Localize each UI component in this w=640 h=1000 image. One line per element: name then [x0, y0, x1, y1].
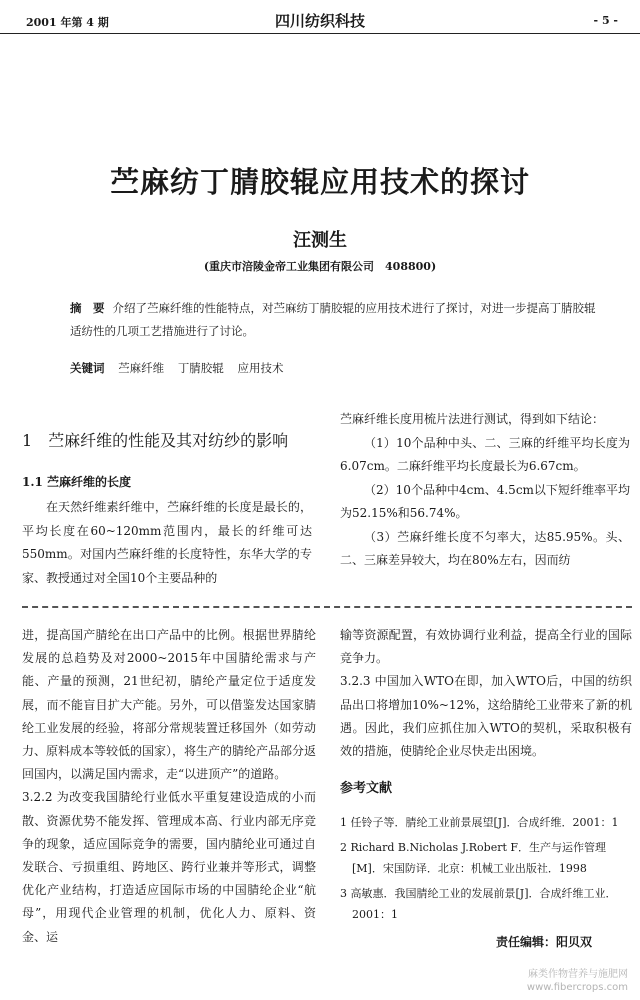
column-top-right [340, 408, 630, 573]
abstract-label: 摘 要 [70, 301, 105, 315]
keyword: 苎麻纤维 [118, 361, 165, 375]
abstract [70, 297, 600, 343]
reference-item: 1 任铃子等．腈纶工业前景展望[J]．合成纤维．2001：1 [340, 816, 619, 830]
page-cut-divider [22, 606, 632, 608]
reference-item: 2 Richard B.Nicholas J.Robert F．生产与运作管理[M]．宋国防译．北京：机械工业出版社．1998 [340, 841, 607, 876]
page-number: - 5 - [593, 14, 618, 27]
body-paragraph: 苎麻纤维长度用梳片法进行测试，得到如下结论： [340, 412, 605, 426]
abstract-text: 介绍了苎麻纤维的性能特点，对苎麻纺丁腈胶辊的应用技术进行了探讨，对进一步提高丁腈胶辊适纺性的几项工艺措施进行了讨论。 [70, 301, 596, 338]
keyword: 丁腈胶辊 [177, 361, 224, 375]
list-item: （2）10个品种中4cm、4.5cm以下短纤维率平均为52.15%和56.74%。 [340, 482, 630, 520]
column-top-left [22, 408, 312, 590]
running-header [0, 0, 640, 34]
references-heading: 参考文献 [340, 781, 393, 797]
author-affiliation: (重庆市涪陵金帝工业集团有限公司 408800) [203, 260, 437, 273]
list-item: （3）苎麻纤维长度不匀率大，达85.95%。头、二、三麻差异较大，均在80%左右，因而纺 [340, 529, 630, 567]
body-paragraph: 输等资源配置，有效协调行业利益，提高全行业的国际竞争力。 [340, 628, 632, 666]
reference-item: 3 高敏惠．我国腈纶工业的发展前景[J]．合成纤维工业．2001：1 [340, 887, 617, 922]
header-rule [0, 33, 640, 34]
body-paragraph: 在天然纤维素纤维中，苎麻纤维的长度是最长的，平均长度在60~120mm范围内，最长的纤维可达550mm。对国内苎麻纤维的长度特性，东华大学的专家、教授通过对全国10个主要品种的 [22, 500, 312, 585]
section-heading: 1 苎麻纤维的性能及其对纺纱的影响 [22, 431, 289, 450]
list-item: （1）10个品种中头、二、三麻的纤维平均长度为6.07cm。二麻纤维平均长度最长为6.67cm。 [340, 435, 630, 473]
journal-name: 四川纺织科技 [274, 12, 365, 30]
keyword: 应用技术 [237, 361, 284, 375]
subsection-heading: 1.1 苎麻纤维的长度 [22, 475, 132, 489]
watermark-line: www.fibercrops.com [526, 982, 628, 993]
references-list [340, 812, 632, 925]
body-paragraph: 进，提高国产腈纶在出口产品中的比例。根据世界腈纶发展的总趋势及对2000~2015年中国腈纶需求与产能、产量的预测，21世纪初，腈纶产量定位于适度发展，而不能盲目扩大产能。另外，可以借鉴发达国家腈纶工业发展的经验，将部分常规装置迁移国外（如劳动力、原料成本等较低的国家），将生产的腈纶产品部分返回国内，以满足国内需求，走“以进顶产”的道路。 [22, 628, 317, 782]
responsible-editor: 责任编辑：阳贝双 [495, 935, 592, 950]
keywords-label: 关键词 [70, 361, 105, 375]
watermark [527, 968, 628, 994]
body-paragraph: 3.2.2 为改变我国腈纶行业低水平重复建设造成的小而散、资源优势不能发挥、管理成本高、行业内部无序竞争的现象，适应国际竞争的需要，国内腈纶业可通过自发联合、亏损重组、跨地区、跨行业兼并等形式，调整优化产业结构，打造适应国际市场的中国腈纶企业“航母”，用现代企业管理的机制，优化人力、原料、资金、运 [22, 790, 316, 944]
body-paragraph: 3.2.3 中国加入WTO在即，加入WTO后，中国的纺织品出口将增加10%~12%，这给腈纶工业带来了新的机遇。因此，我们应抓住加入WTO的契机，采取积极有效的措施，使腈纶企业尽快走出困境。 [340, 674, 632, 759]
keywords [70, 360, 293, 376]
watermark-line: 麻类作物营养与施肥网 [528, 969, 628, 980]
column-bottom-left [22, 624, 316, 949]
issue-label: 2001 年第 4 期 [26, 16, 109, 29]
author-name: 汪测生 [293, 230, 347, 251]
column-bottom-right [340, 624, 632, 955]
article-title: 苎麻纺丁腈胶辊应用技术的探讨 [109, 165, 530, 199]
